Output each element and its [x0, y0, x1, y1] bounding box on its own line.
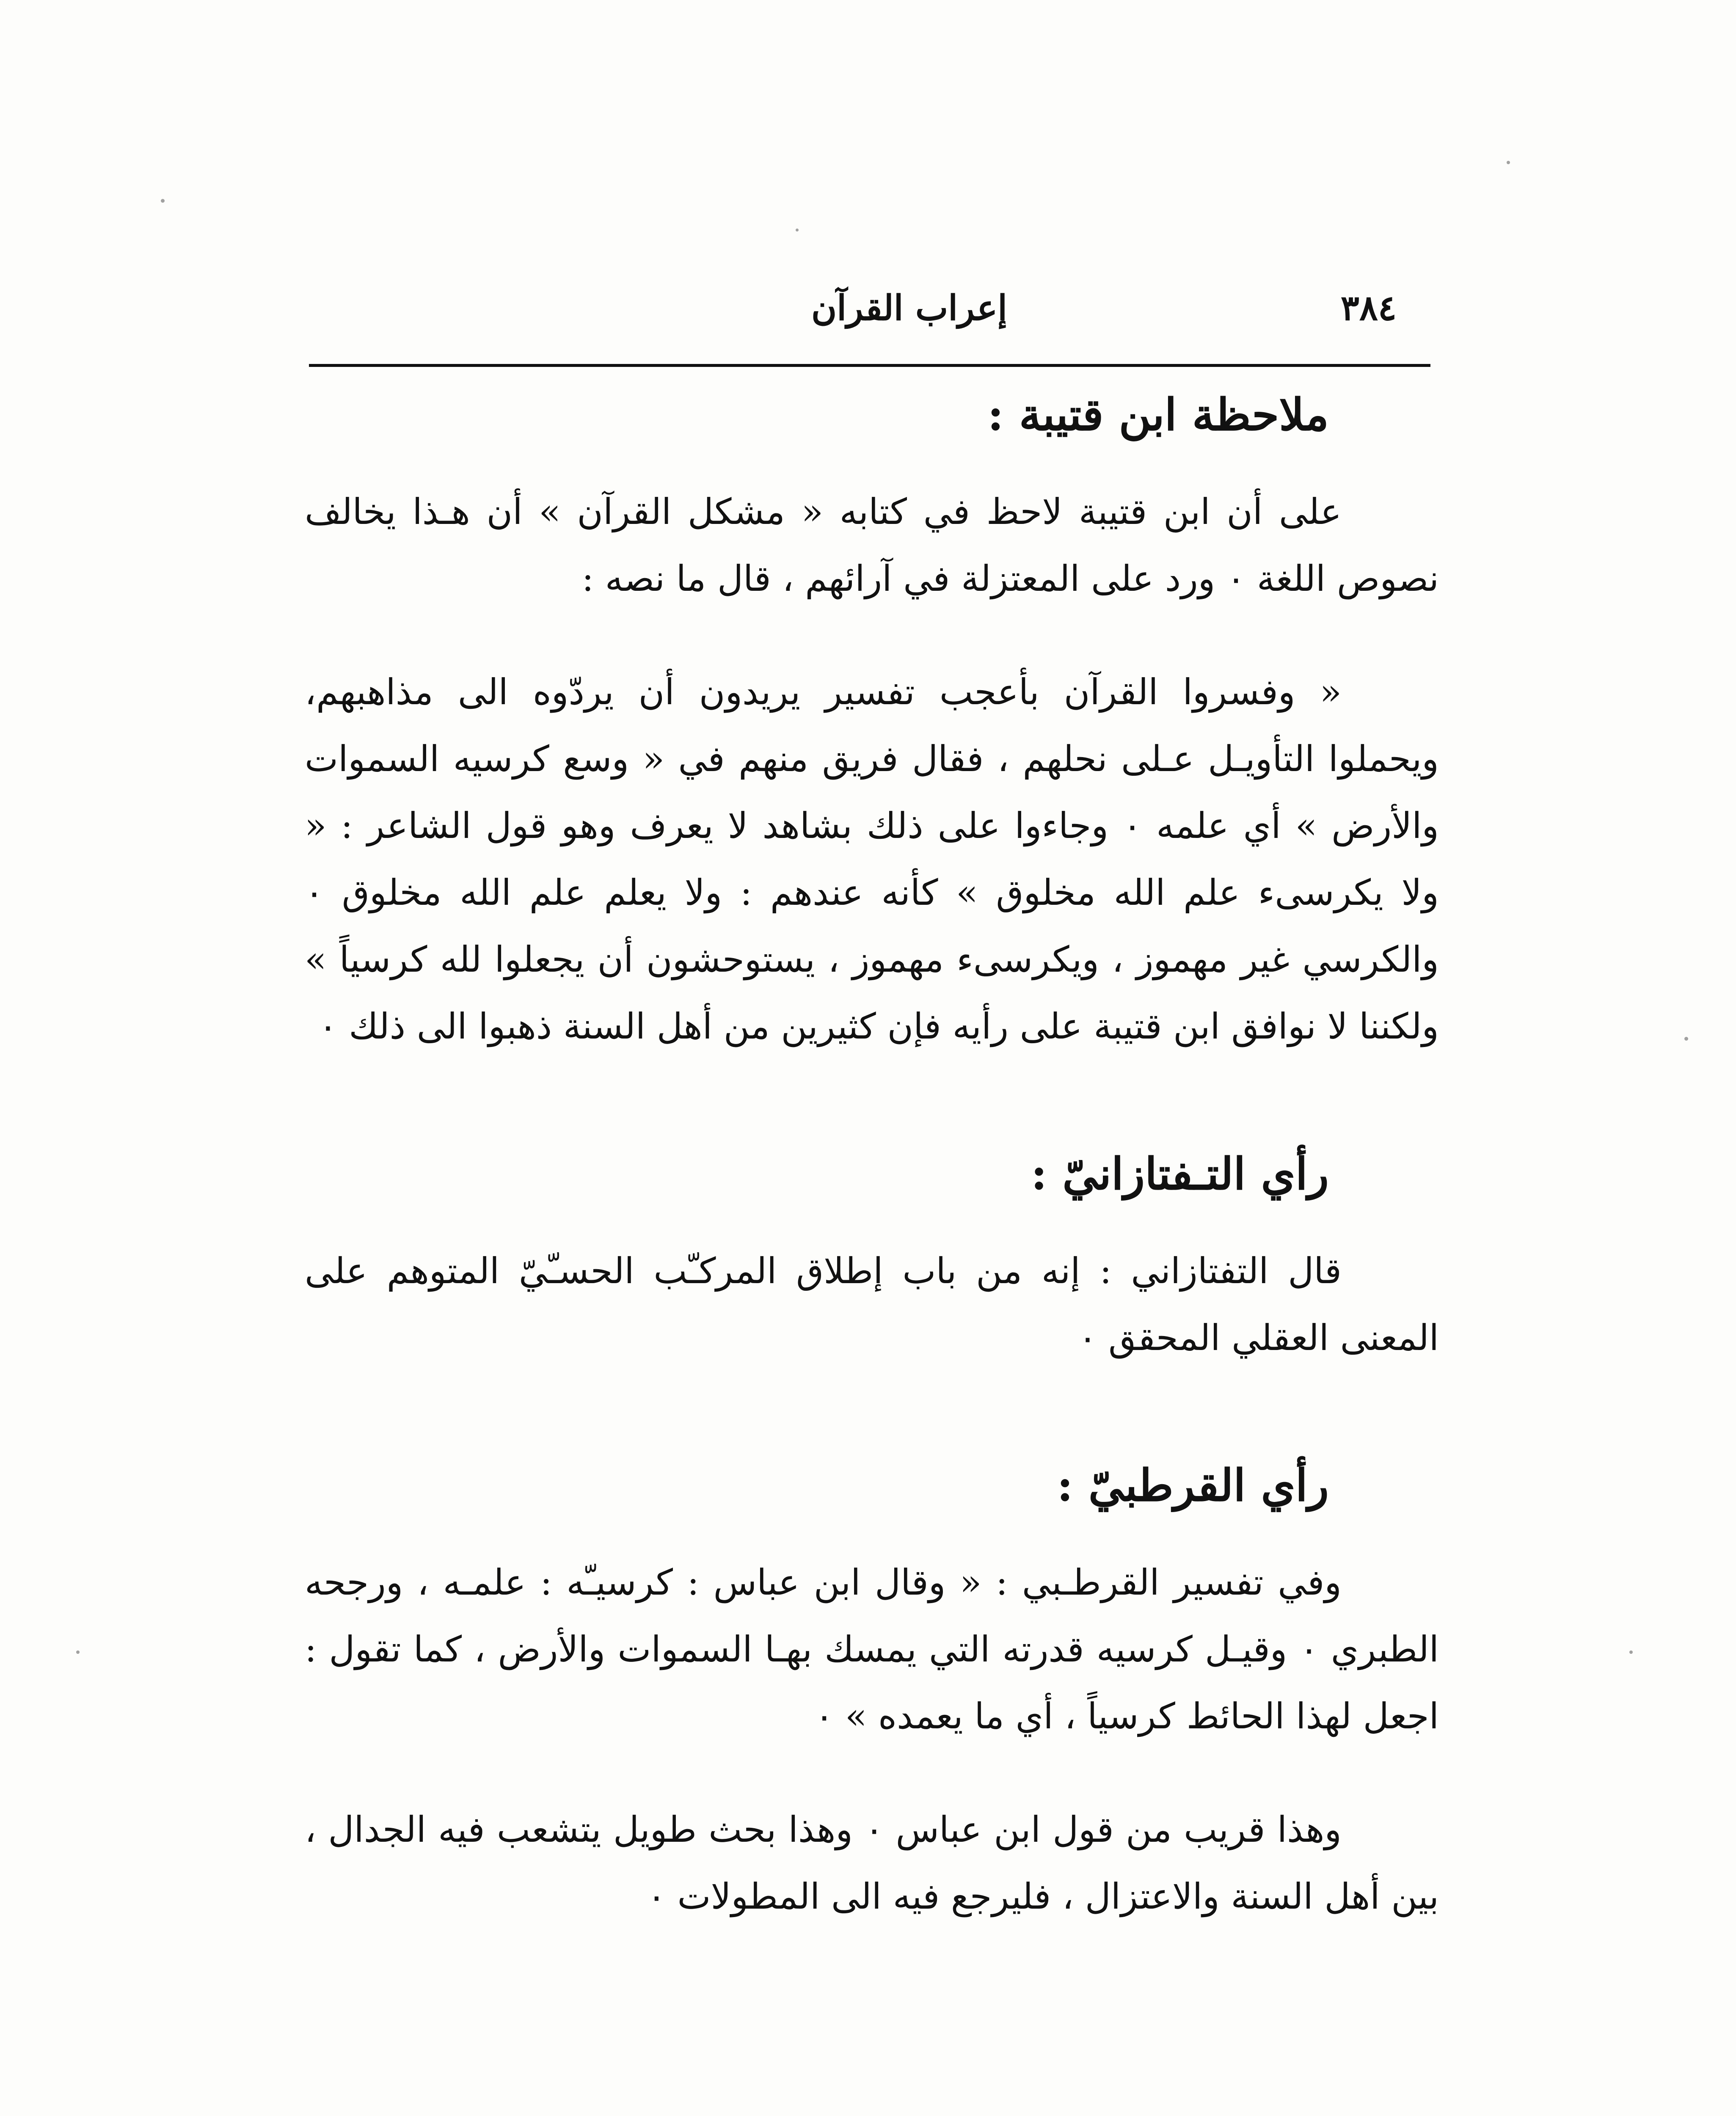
header-rule — [309, 364, 1430, 367]
section-heading-ibn-qutayba: ملاحظة ابن قتيبة : — [987, 388, 1329, 441]
paragraph: وهذا قريب من قول ابن عباس ٠ وهذا بحث طويل يتشعب فيه الجدال ، بين أهل السنة والاعتزال ، فليرجع فيه الى المطولات ٠ — [305, 1809, 1439, 1917]
page-body — [305, 381, 1439, 1930]
running-title: إعراب القرآن — [811, 288, 1007, 328]
paragraph: وفي تفسير القرطـبي : « وقال ابن عباس : كرسيـّه : علمـه ، ورجحه الطبري ٠ وقيـل كرسيه قدرته التي يمسك بهـا السموات والأرض ، كما تقول : اجعل لهذا الحائط كرسياً ، أي ما يعمده » ٠ — [305, 1562, 1439, 1737]
section-heading-qurtubi: رأي القرطبيّ : — [1057, 1459, 1329, 1511]
page-number: ٣٨٤ — [1340, 288, 1397, 328]
paragraph: على أن ابن قتيبة لاحظ في كتابه « مشكل القرآن » أن هـذا يخالف نصوص اللغة ٠ ورد على المعتزلة في آرائهم ، قال ما نصه : — [305, 491, 1439, 599]
quotation-paragraph: « وفسروا القرآن بأعجب تفسير يريدون أن يردّوه الى مذاهبهم، ويحملوا التأويـل عـلى نحلهم ، فقال فريق منهم في « وسع كرسيه السموات والأرض » أي علمه ٠ وجاءوا على ذلك بشاهد لا يعرف وهو قول الشاعر : « ولا يكرسىء علم الله مخلوق » كأنه عندهم : ولا يعلم علم الله مخلوق ٠ والكرسي غير مهموز ، ويكرسىء مهموز ، يستوحشون أن يجعلوا لله كرسياً » ولكننا لا نوافق ابن قتيبة على رأيه فإن كثيرين من أهل السنة ذهبوا الى ذلك ٠ — [305, 671, 1439, 1047]
page-header — [309, 271, 1430, 355]
paragraph: قال التفتازاني : إنه من باب إطلاق المركـّب الحسـّيّ المتوهم على المعنى العقلي المحقق ٠ — [305, 1250, 1439, 1358]
section-heading-taftazani: رأي التـفتازانيّ : — [1031, 1148, 1329, 1200]
